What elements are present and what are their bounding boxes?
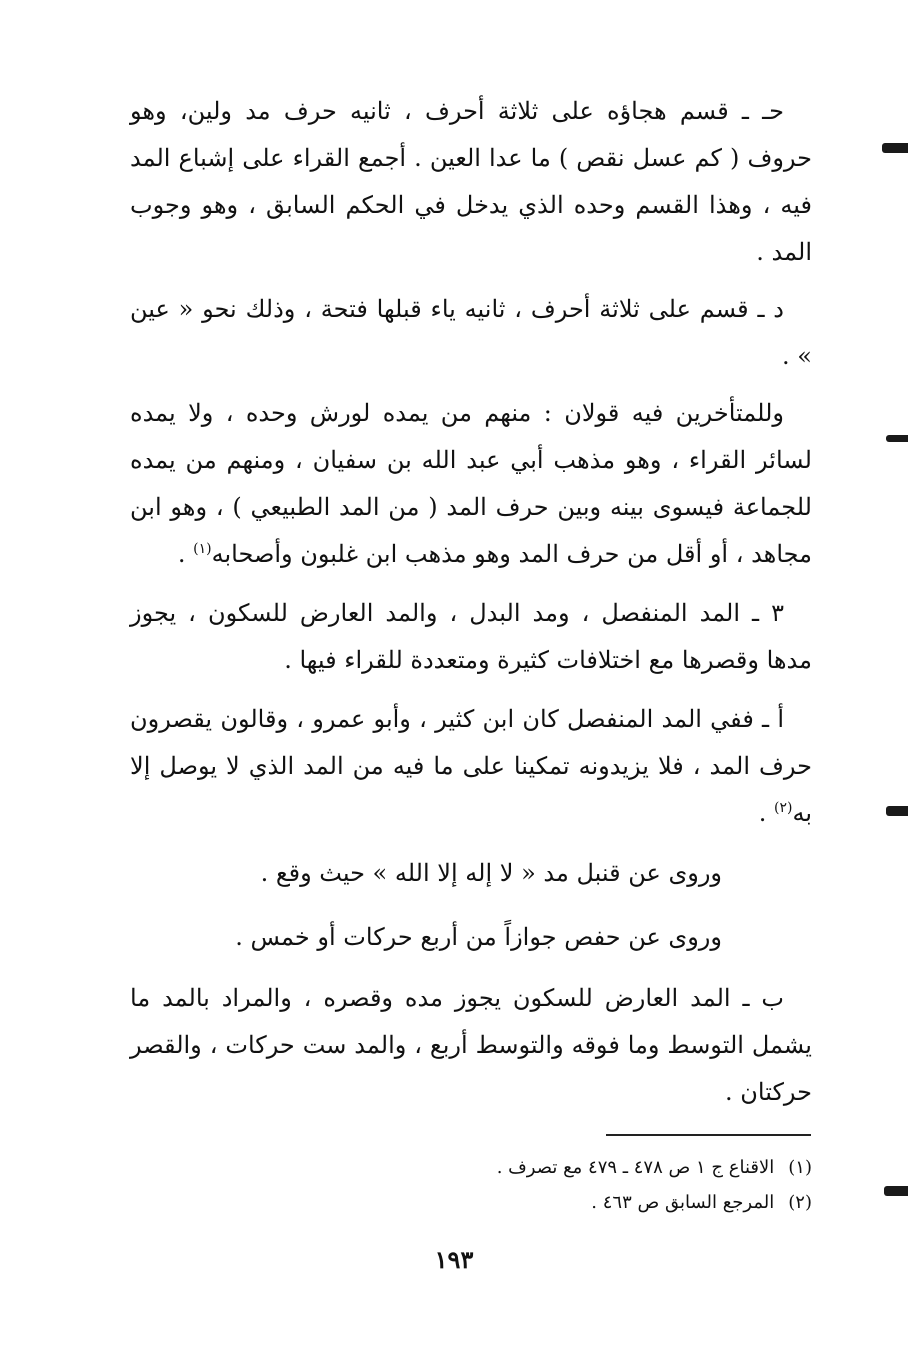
footnote-1 [130, 1150, 812, 1185]
footnote-text: المرجع السابق ص ٤٦٣ . [591, 1192, 775, 1213]
paragraph-latecomers-text: وللمتأخرين فيه قولان : منهم من يمده لورش وحده ، ولا يمده لسائر القراء ، وهو مذهب أبي عبد الله بن سفيان ، ومنهم من يمده للجماعة فيسوى بينه وبين حرف المد ( من المد الطبيعي ) ، وهو ابن مجاهد ، أو أقل من حرف المد وهو مذهب ابن غلبون وأصحابه$^{(١)}$ . [130, 399, 812, 568]
scan-edge-mark [882, 143, 908, 153]
paragraph-hafs [130, 914, 812, 961]
item-marker: ب ـ [742, 984, 784, 1012]
paragraph-alif-text: أ ـ ففي المد المنفصل كان ابن كثير ، وأبو عمرو ، وقالون يقصرون حرف المد ، فلا يزيدونه تمكينا على ما فيه من المد الذي لا يوصل إلا به$^{(٢)}$ . [130, 705, 812, 827]
paragraph-qunbul [130, 850, 812, 897]
scan-edge-mark [884, 1186, 908, 1196]
footnote-2 [130, 1185, 812, 1220]
paragraph-hafs-text: وروى عن حفص جوازاً من أربع حركات أو خمس . [235, 923, 722, 951]
paragraph-ba [130, 975, 812, 1116]
paragraph-alif [130, 696, 812, 837]
paragraph-three-text: ٣ ـ المد المنفصل ، ومد البدل ، والمد العارض للسكون ، يجوز مدها وقصرها مع اختلافات كثيرة ومتعددة للقراء فيها . [130, 599, 812, 674]
footnote-number: (٢) [788, 1192, 812, 1213]
paragraph-three [130, 590, 812, 684]
paragraph-ha [130, 88, 812, 276]
paragraph-ba-text: ب ـ المد العارض للسكون يجوز مده وقصره ، والمراد بالمد ما يشمل التوسط وما فوقه والتوسط أربع ، والمد ست حركات ، والقصر حركتان . [130, 984, 812, 1106]
item-marker: د ـ [757, 295, 784, 323]
paragraph-latecomers [130, 390, 812, 578]
paragraph-dal [130, 286, 812, 380]
footnote-divider [606, 1134, 811, 1136]
footnote-ref-1[interactable]: (١) [193, 541, 212, 557]
item-marker: ٣ ـ [752, 599, 784, 627]
scan-edge-mark [886, 806, 908, 816]
item-marker: حـ ـ [741, 97, 784, 125]
scan-edge-mark [886, 435, 908, 442]
paragraph-qunbul-text: وروى عن قنبل مد « لا إله إلا الله » حيث وقع . [260, 859, 722, 887]
item-marker: أ ـ [762, 705, 784, 733]
footnote-ref-2[interactable]: (٢) [773, 800, 793, 816]
footnote-text: الاقناع ج ١ ص ٤٧٨ ـ ٤٧٩ مع تصرف . [496, 1157, 775, 1178]
page-number: ١٩٣ [434, 1245, 474, 1274]
footnotes [130, 1150, 812, 1220]
paragraph-dal-text: د ـ قسم على ثلاثة أحرف ، ثانيه ياء قبلها فتحة ، وذلك نحو « عين » . [130, 295, 812, 370]
footnote-number: (١) [788, 1157, 812, 1178]
paragraph-ha-text: حـ ـ قسم هجاؤه على ثلاثة أحرف ، ثانيه حرف مد ولين، وهو حروف ( كم عسل نقص ) ما عدا العين . أجمع القراء على إشباع المد فيه ، وهذا القسم وحده الذي يدخل في الحكم السابق ، وهو وجوب المد . [130, 97, 812, 266]
